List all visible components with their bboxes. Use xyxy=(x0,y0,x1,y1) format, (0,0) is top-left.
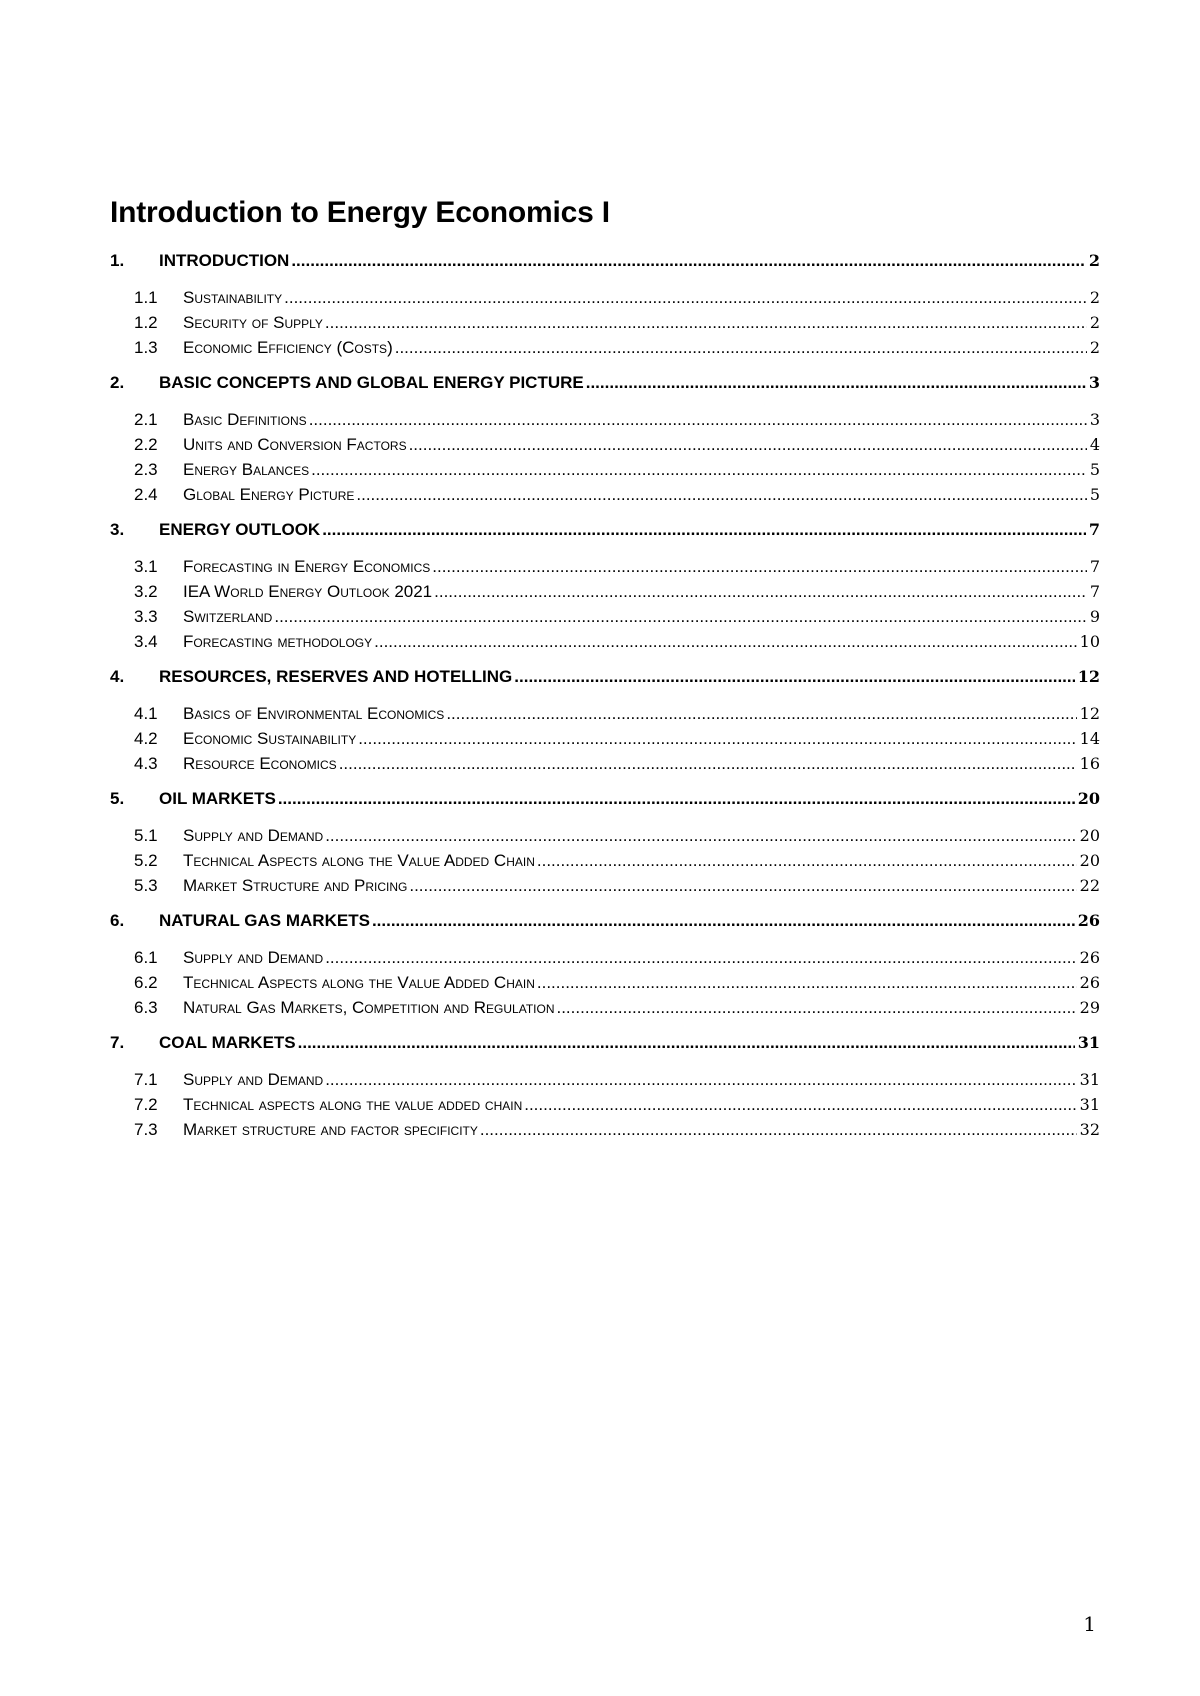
chapter-number: 3. xyxy=(110,520,125,539)
dot-leader xyxy=(274,604,1086,629)
section-title: Technical Aspects along the Value Added Chain xyxy=(183,973,535,992)
dot-leader xyxy=(325,823,1076,848)
section-title: Supply and Demand xyxy=(183,948,324,967)
toc-section-entry[interactable] xyxy=(110,726,1100,751)
section-title: Resource Economics xyxy=(183,754,337,773)
dot-leader xyxy=(409,873,1076,898)
dot-leader xyxy=(446,701,1076,726)
toc-section-entry[interactable] xyxy=(110,1117,1100,1142)
dot-leader xyxy=(374,629,1077,654)
section-number: 3.4 xyxy=(134,632,158,651)
section-number: 2.3 xyxy=(134,460,158,479)
toc-section-entry[interactable] xyxy=(110,1067,1100,1092)
section-title: Global Energy Picture xyxy=(183,485,355,504)
section-number: 4.2 xyxy=(134,729,158,748)
toc-chapter-entry[interactable] xyxy=(110,517,1100,542)
dot-leader xyxy=(322,517,1086,542)
section-number: 7.3 xyxy=(134,1120,158,1139)
chapter-page-number: 20 xyxy=(1077,789,1100,808)
section-page-number: 5 xyxy=(1089,485,1100,504)
chapter-page-number: 2 xyxy=(1088,251,1100,270)
chapter-page-number: 7 xyxy=(1088,520,1100,539)
dot-leader xyxy=(325,310,1087,335)
toc-section-entry[interactable] xyxy=(110,873,1100,898)
section-number: 3.3 xyxy=(134,607,158,626)
chapter-title: COAL MARKETS xyxy=(159,1033,296,1052)
section-title: Forecasting in Energy Economics xyxy=(183,557,431,576)
dot-leader xyxy=(586,370,1086,395)
dot-leader xyxy=(556,995,1076,1020)
chapter-number: 6. xyxy=(110,911,125,930)
section-number: 7.2 xyxy=(134,1095,158,1114)
dot-leader xyxy=(514,664,1074,689)
chapter-number: 2. xyxy=(110,373,125,392)
toc-chapter-entry[interactable] xyxy=(110,786,1100,811)
toc-chapter-entry[interactable] xyxy=(110,1030,1100,1055)
toc-section-entry[interactable] xyxy=(110,285,1100,310)
dot-leader xyxy=(395,335,1087,360)
toc-section-entry[interactable] xyxy=(110,945,1100,970)
section-page-number: 3 xyxy=(1089,410,1100,429)
dot-leader xyxy=(432,554,1087,579)
toc-section-entry[interactable] xyxy=(110,970,1100,995)
section-number: 2.1 xyxy=(134,410,158,429)
toc-section-entry[interactable] xyxy=(110,432,1100,457)
toc-section-entry[interactable] xyxy=(110,1092,1100,1117)
section-page-number: 26 xyxy=(1079,973,1100,992)
dot-leader xyxy=(358,726,1076,751)
chapter-number: 5. xyxy=(110,789,125,808)
section-page-number: 26 xyxy=(1079,948,1100,967)
section-title: Energy Balances xyxy=(183,460,310,479)
dot-leader xyxy=(291,248,1086,273)
section-number: 3.2 xyxy=(134,582,158,601)
toc-section-entry[interactable] xyxy=(110,629,1100,654)
section-number: 1.1 xyxy=(134,288,158,307)
chapter-title: RESOURCES, RESERVES AND HOTELLING xyxy=(159,667,513,686)
section-page-number: 14 xyxy=(1079,729,1100,748)
section-number: 6.2 xyxy=(134,973,158,992)
toc-section-entry[interactable] xyxy=(110,701,1100,726)
toc-section-entry[interactable] xyxy=(110,751,1100,776)
chapter-title: ENERGY OUTLOOK xyxy=(159,520,321,539)
section-page-number: 31 xyxy=(1079,1095,1100,1114)
toc-section-entry[interactable] xyxy=(110,823,1100,848)
dot-leader xyxy=(311,457,1087,482)
section-title: Supply and Demand xyxy=(183,826,324,845)
section-number: 5.1 xyxy=(134,826,158,845)
page-number: 1 xyxy=(1083,1612,1096,1636)
toc-chapter-entry[interactable] xyxy=(110,370,1100,395)
section-page-number: 10 xyxy=(1079,632,1100,651)
document-title: Introduction to Energy Economics I xyxy=(110,196,610,229)
chapter-page-number: 3 xyxy=(1088,373,1100,392)
section-title: Basic Definitions xyxy=(183,410,307,429)
section-page-number: 29 xyxy=(1079,998,1100,1017)
dot-leader xyxy=(480,1117,1077,1142)
section-title: Supply and Demand xyxy=(183,1070,324,1089)
dot-leader xyxy=(409,432,1087,457)
dot-leader xyxy=(372,908,1075,933)
toc-section-entry[interactable] xyxy=(110,482,1100,507)
section-number: 2.4 xyxy=(134,485,158,504)
chapter-number: 7. xyxy=(110,1033,125,1052)
section-number: 2.2 xyxy=(134,435,158,454)
toc-chapter-entry[interactable] xyxy=(110,248,1100,273)
toc-section-entry[interactable] xyxy=(110,554,1100,579)
section-title: Sustainability xyxy=(183,288,283,307)
section-number: 6.1 xyxy=(134,948,158,967)
section-title: Technical Aspects along the Value Added Chain xyxy=(183,851,535,870)
section-page-number: 20 xyxy=(1079,826,1100,845)
chapter-title: BASIC CONCEPTS AND GLOBAL ENERGY PICTURE xyxy=(159,373,584,392)
section-page-number: 7 xyxy=(1089,582,1100,601)
section-title: Basics of Environmental Economics xyxy=(183,704,445,723)
chapter-number: 1. xyxy=(110,251,125,270)
dot-leader xyxy=(537,848,1077,873)
section-page-number: 32 xyxy=(1079,1120,1100,1139)
section-page-number: 20 xyxy=(1079,851,1100,870)
section-page-number: 7 xyxy=(1089,557,1100,576)
toc-chapter-entry[interactable] xyxy=(110,664,1100,689)
section-page-number: 5 xyxy=(1089,460,1100,479)
section-title: Units and Conversion Factors xyxy=(183,435,407,454)
chapter-title: OIL MARKETS xyxy=(159,789,276,808)
section-title: Economic Efficiency (Costs) xyxy=(183,338,393,357)
toc-chapter-entry[interactable] xyxy=(110,908,1100,933)
section-number: 5.2 xyxy=(134,851,158,870)
section-title: Security of Supply xyxy=(183,313,323,332)
toc-section-entry[interactable] xyxy=(110,579,1100,604)
section-title: Market Structure and Pricing xyxy=(183,876,408,895)
section-number: 1.2 xyxy=(134,313,158,332)
dot-leader xyxy=(339,751,1077,776)
section-title: Market structure and factor specificity xyxy=(183,1120,478,1139)
section-page-number: 12 xyxy=(1079,704,1100,723)
section-page-number: 2 xyxy=(1089,338,1100,357)
dot-leader xyxy=(298,1030,1075,1055)
chapter-title: NATURAL GAS MARKETS xyxy=(159,911,370,930)
section-page-number: 4 xyxy=(1089,435,1100,454)
section-number: 4.3 xyxy=(134,754,158,773)
dot-leader xyxy=(278,786,1075,811)
toc-section-entry[interactable] xyxy=(110,310,1100,335)
section-page-number: 16 xyxy=(1079,754,1100,773)
dot-leader xyxy=(537,970,1077,995)
toc-section-entry[interactable] xyxy=(110,995,1100,1020)
section-number: 4.1 xyxy=(134,704,158,723)
toc-section-entry[interactable] xyxy=(110,407,1100,432)
chapter-page-number: 12 xyxy=(1077,667,1100,686)
section-number: 1.3 xyxy=(134,338,158,357)
dot-leader xyxy=(309,407,1087,432)
section-page-number: 31 xyxy=(1079,1070,1100,1089)
dot-leader xyxy=(524,1092,1076,1117)
section-title: IEA World Energy Outlook 2021 xyxy=(183,582,433,601)
dot-leader xyxy=(434,579,1087,604)
section-number: 3.1 xyxy=(134,557,158,576)
dot-leader xyxy=(356,482,1086,507)
section-page-number: 2 xyxy=(1089,288,1100,307)
table-of-contents xyxy=(110,248,1100,1142)
dot-leader xyxy=(325,945,1076,970)
dot-leader xyxy=(284,285,1087,310)
section-number: 7.1 xyxy=(134,1070,158,1089)
section-title: Natural Gas Markets, Competition and Regulation xyxy=(183,998,555,1017)
section-page-number: 2 xyxy=(1089,313,1100,332)
section-title: Switzerland xyxy=(183,607,273,626)
dot-leader xyxy=(325,1067,1076,1092)
section-page-number: 9 xyxy=(1089,607,1100,626)
section-title: Technical aspects along the value added chain xyxy=(183,1095,523,1114)
toc-section-entry[interactable] xyxy=(110,604,1100,629)
section-number: 5.3 xyxy=(134,876,158,895)
section-title: Economic Sustainability xyxy=(183,729,357,748)
toc-section-entry[interactable] xyxy=(110,335,1100,360)
section-page-number: 22 xyxy=(1079,876,1100,895)
chapter-title: INTRODUCTION xyxy=(159,251,290,270)
toc-section-entry[interactable] xyxy=(110,457,1100,482)
section-title: Forecasting methodology xyxy=(183,632,373,651)
section-number: 6.3 xyxy=(134,998,158,1017)
chapter-page-number: 26 xyxy=(1077,911,1100,930)
toc-section-entry[interactable] xyxy=(110,848,1100,873)
chapter-page-number: 31 xyxy=(1077,1033,1100,1052)
chapter-number: 4. xyxy=(110,667,125,686)
